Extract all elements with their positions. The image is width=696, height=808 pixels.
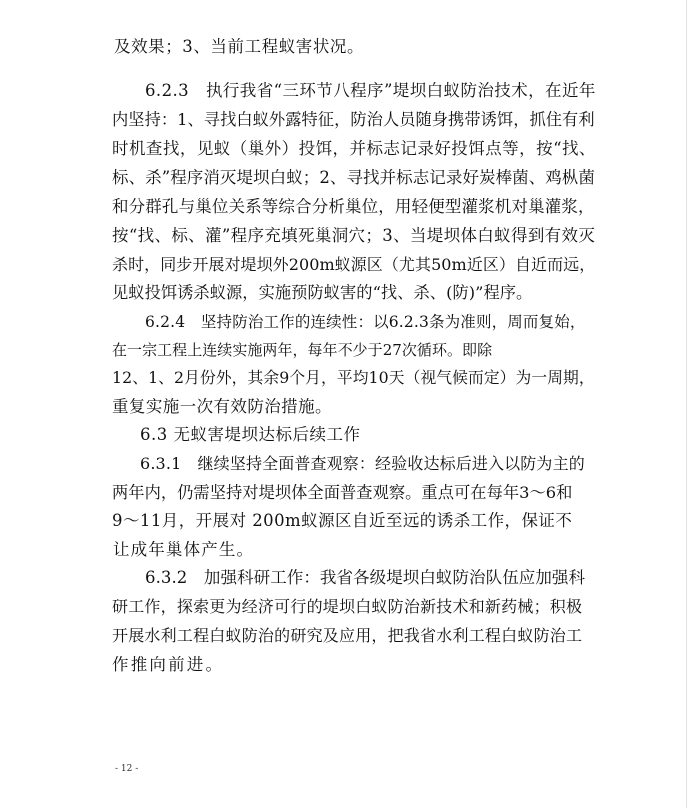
section-6-2-3-heading-line: 6.2.3 执行我省“三环节八程序”堤坝白蚁防治技术，在近年 xyxy=(145,81,596,100)
text-line: 12、1、2月份外，其余9个月，平均10天（视气候而定）为一周期， xyxy=(112,368,595,387)
section-6-2-4-heading-line: 6.2.4 坚持防治工作的连续性：以6.2.3条为准则，周而复始， xyxy=(145,313,586,331)
section-6-3-heading: 6.3 无蚁害堤坝达标后续工作 xyxy=(140,425,361,444)
text-line: 杀时，同步开展对堤坝外200m蚁源区（尤其50m近区）自近而远， xyxy=(112,255,596,274)
text-line: 见蚁投饵诱杀蚁源，实施预防蚁害的“找、杀、(防)”程序。 xyxy=(112,283,533,302)
text-line: 及效果；3、当前工程蚁害状况。 xyxy=(114,37,365,56)
page-edge-divider xyxy=(686,0,687,808)
text-line: 9～11月，开展对 200m蚁源区自近至远的诱杀工作，保证不 xyxy=(112,511,573,530)
page-number: - 12 - xyxy=(115,764,139,774)
text-line: 内坚持：1、寻找白蚁外露特征，防治人员随身携带诱饵，抓住有利 xyxy=(112,110,595,129)
text-line: 让成年巢体产生。 xyxy=(113,540,255,559)
text-line: 重复实施一次有效防治措施。 xyxy=(112,397,332,416)
section-6-3-2-heading-line: 6.3.2 加强科研工作：我省各级堤坝白蚁防治队伍应加强科 xyxy=(145,568,586,587)
text-line: 和分群孔与巢位关系等综合分析巢位，用轻便型灌浆机对巢灌浆， xyxy=(112,197,595,216)
section-6-3-1-heading-line: 6.3.1 继续坚持全面普查观察：经验收达标后进入以防为主的 xyxy=(140,454,585,473)
text-line: 标、杀”程序消灭堤坝白蚁；2、寻找并标志记录好炭棒菌、鸡枞菌 xyxy=(112,168,596,187)
text-line: 两年内，仍需坚持对堤坝体全面普查观察。重点可在每年3～6和 xyxy=(112,483,573,502)
text-line: 按“找、标、灌”程序充填死巢洞穴；3、当堤坝体白蚁得到有效灭 xyxy=(112,226,596,245)
text-line: 研工作，探索更为经济可行的堤坝白蚁防治新技术和新药械；积极 xyxy=(112,597,583,616)
text-line: 开展水利工程白蚁防治的研究及应用，把我省水利工程白蚁防治工 xyxy=(112,626,583,645)
text-line: 时机查找，见蚁（巢外）投饵，并标志记录好投饵点等，按“找、 xyxy=(112,139,596,158)
text-line: 在一宗工程上连续实施两年，每年不少于27次循环。即除 xyxy=(112,341,493,359)
text-line: 作推向前进。 xyxy=(112,655,225,674)
